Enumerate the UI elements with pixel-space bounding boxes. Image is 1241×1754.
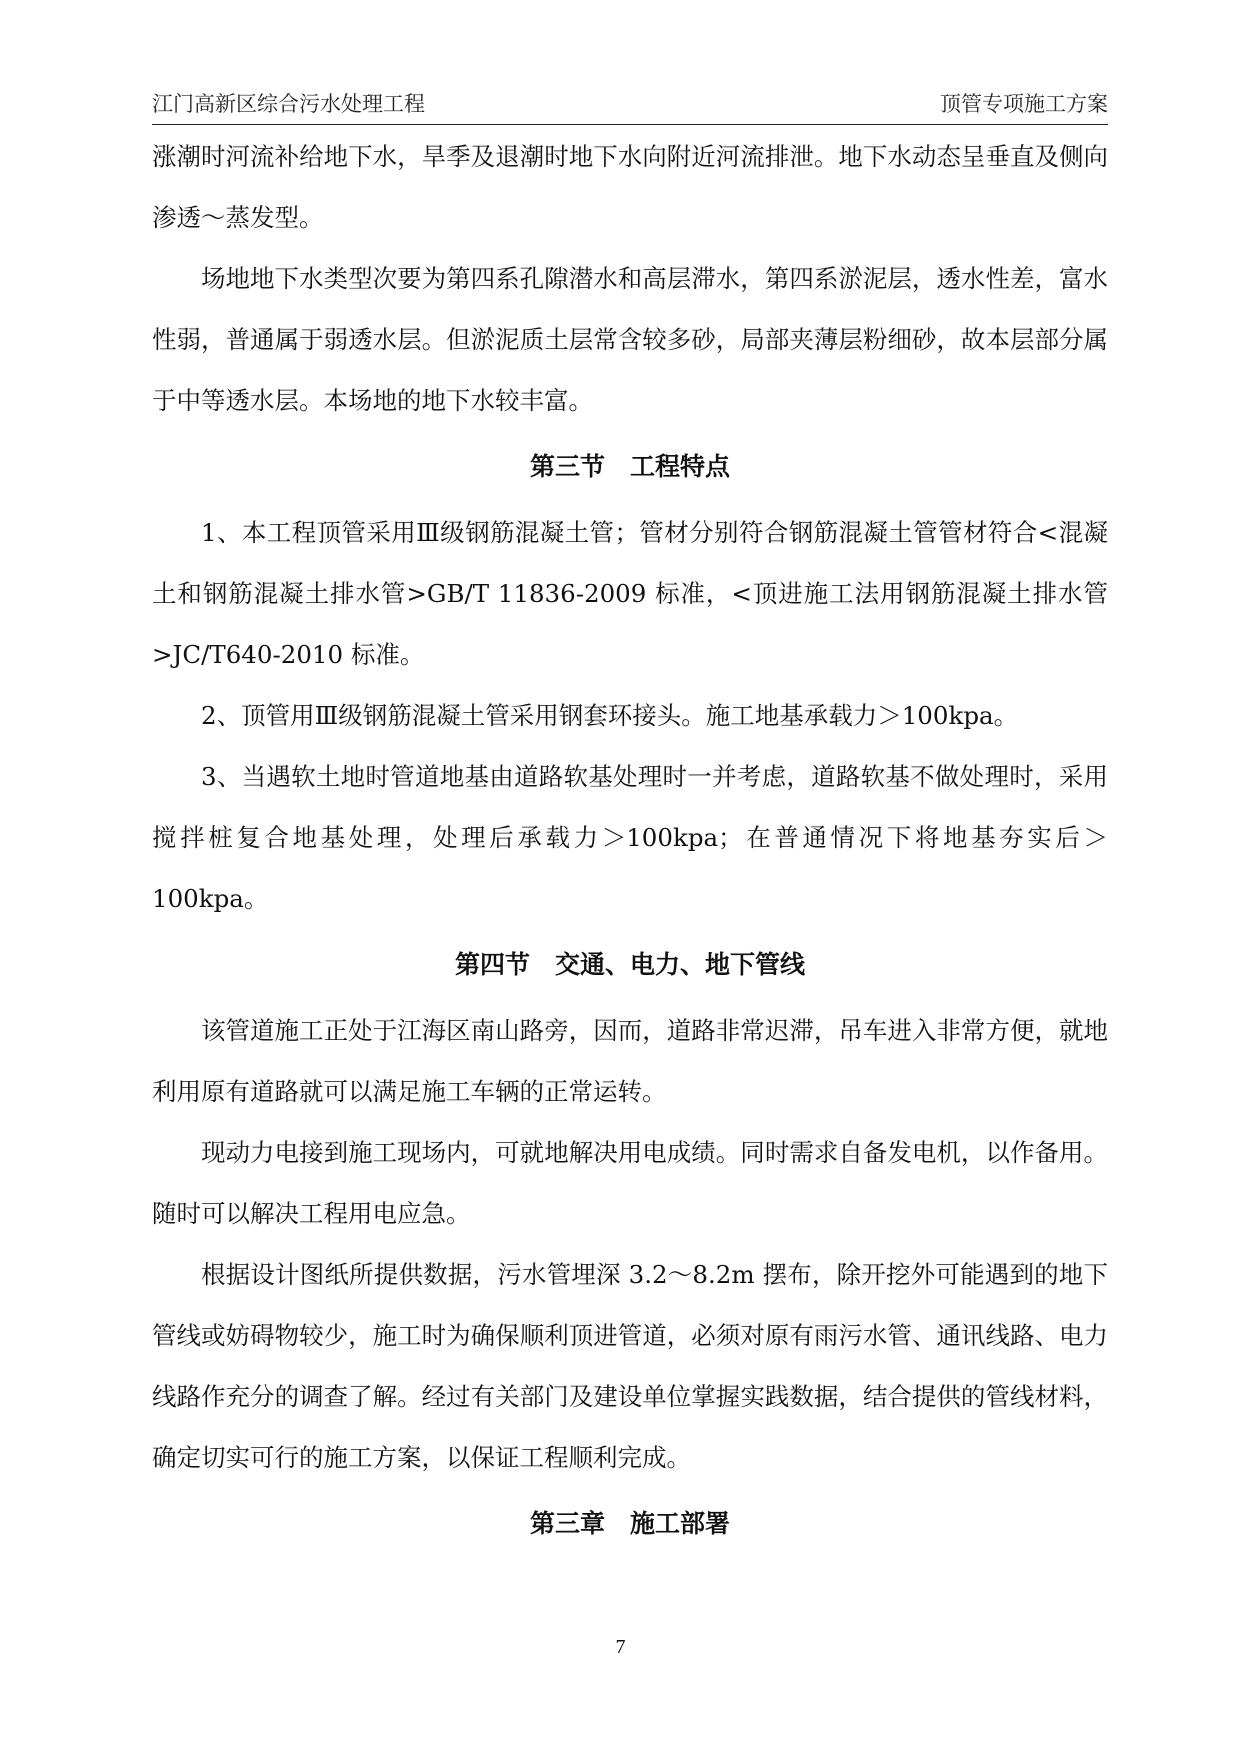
section-heading-traffic-power-pipelines: 第四节 交通、电力、地下管线	[454, 950, 805, 979]
chapter-heading-construction-deployment: 第三章 施工部署	[529, 1509, 730, 1538]
section-heading-engineering-features: 第三节 工程特点	[529, 452, 730, 481]
paragraph-groundwater-continued: 涨潮时河流补给地下水，旱季及退潮时地下水向附近河流排泄。地下水动态呈垂直及侧向渗透～蒸发型。	[152, 142, 1108, 232]
page-header	[152, 84, 1108, 125]
paragraph-feature-3: 3、当遇软土地时管道地基由道路软基处理时一并考虑，道路软基不做处理时，采用搅拌桩复合地基处理，处理后承载力＞100kpa；在普通情况下将地基夯实后＞100kpa。	[152, 762, 1108, 913]
page-number: 7	[615, 1636, 626, 1658]
header-project-title: 江门高新区综合污水处理工程	[152, 92, 425, 116]
header-document-title: 顶管专项施工方案	[940, 92, 1108, 116]
paragraph-power: 现动力电接到施工现场内，可就地解决用电成绩。同时需求自备发电机，以作备用。随时可以解决工程用电应急。	[152, 1138, 1108, 1228]
paragraph-feature-1: 1、本工程顶管采用Ⅲ级钢筋混凝土管；管材分别符合钢筋混凝土管管材符合<混凝土和钢筋混凝土排水管>GB/T 11836-2009 标准，<顶进施工法用钢筋混凝土排水管>JC/T640-2010 标准。	[152, 518, 1108, 669]
paragraph-feature-2: 2、顶管用Ⅲ级钢筋混凝土管采用钢套环接头。施工地基承载力＞100kpa。	[201, 701, 1019, 730]
page-content	[152, 126, 1108, 1559]
paragraph-pipelines: 根据设计图纸所提供数据，污水管埋深 3.2～8.2m 摆布，除开挖外可能遇到的地下管线或妨碍物较少，施工时为确保顺利顶进管道，必须对原有雨污水管、通讯线路、电力线路作充分的调查了解。经过有关部门及建设单位掌握实践数据，结合提供的管线材料，确定切实可行的施工方案，以保证工程顺利完成。	[152, 1260, 1108, 1472]
paragraph-groundwater-type: 场地地下水类型次要为第四系孔隙潜水和高层滞水，第四系淤泥层，透水性差，富水性弱，普通属于弱透水层。但淤泥质土层常含较多砂，局部夹薄层粉细砂，故本层部分属于中等透水层。本场地的地下水较丰富。	[152, 264, 1108, 415]
paragraph-traffic: 该管道施工正处于江海区南山路旁，因而，道路非常迟滞，吊车进入非常方便，就地利用原有道路就可以满足施工车辆的正常运转。	[152, 1016, 1108, 1106]
